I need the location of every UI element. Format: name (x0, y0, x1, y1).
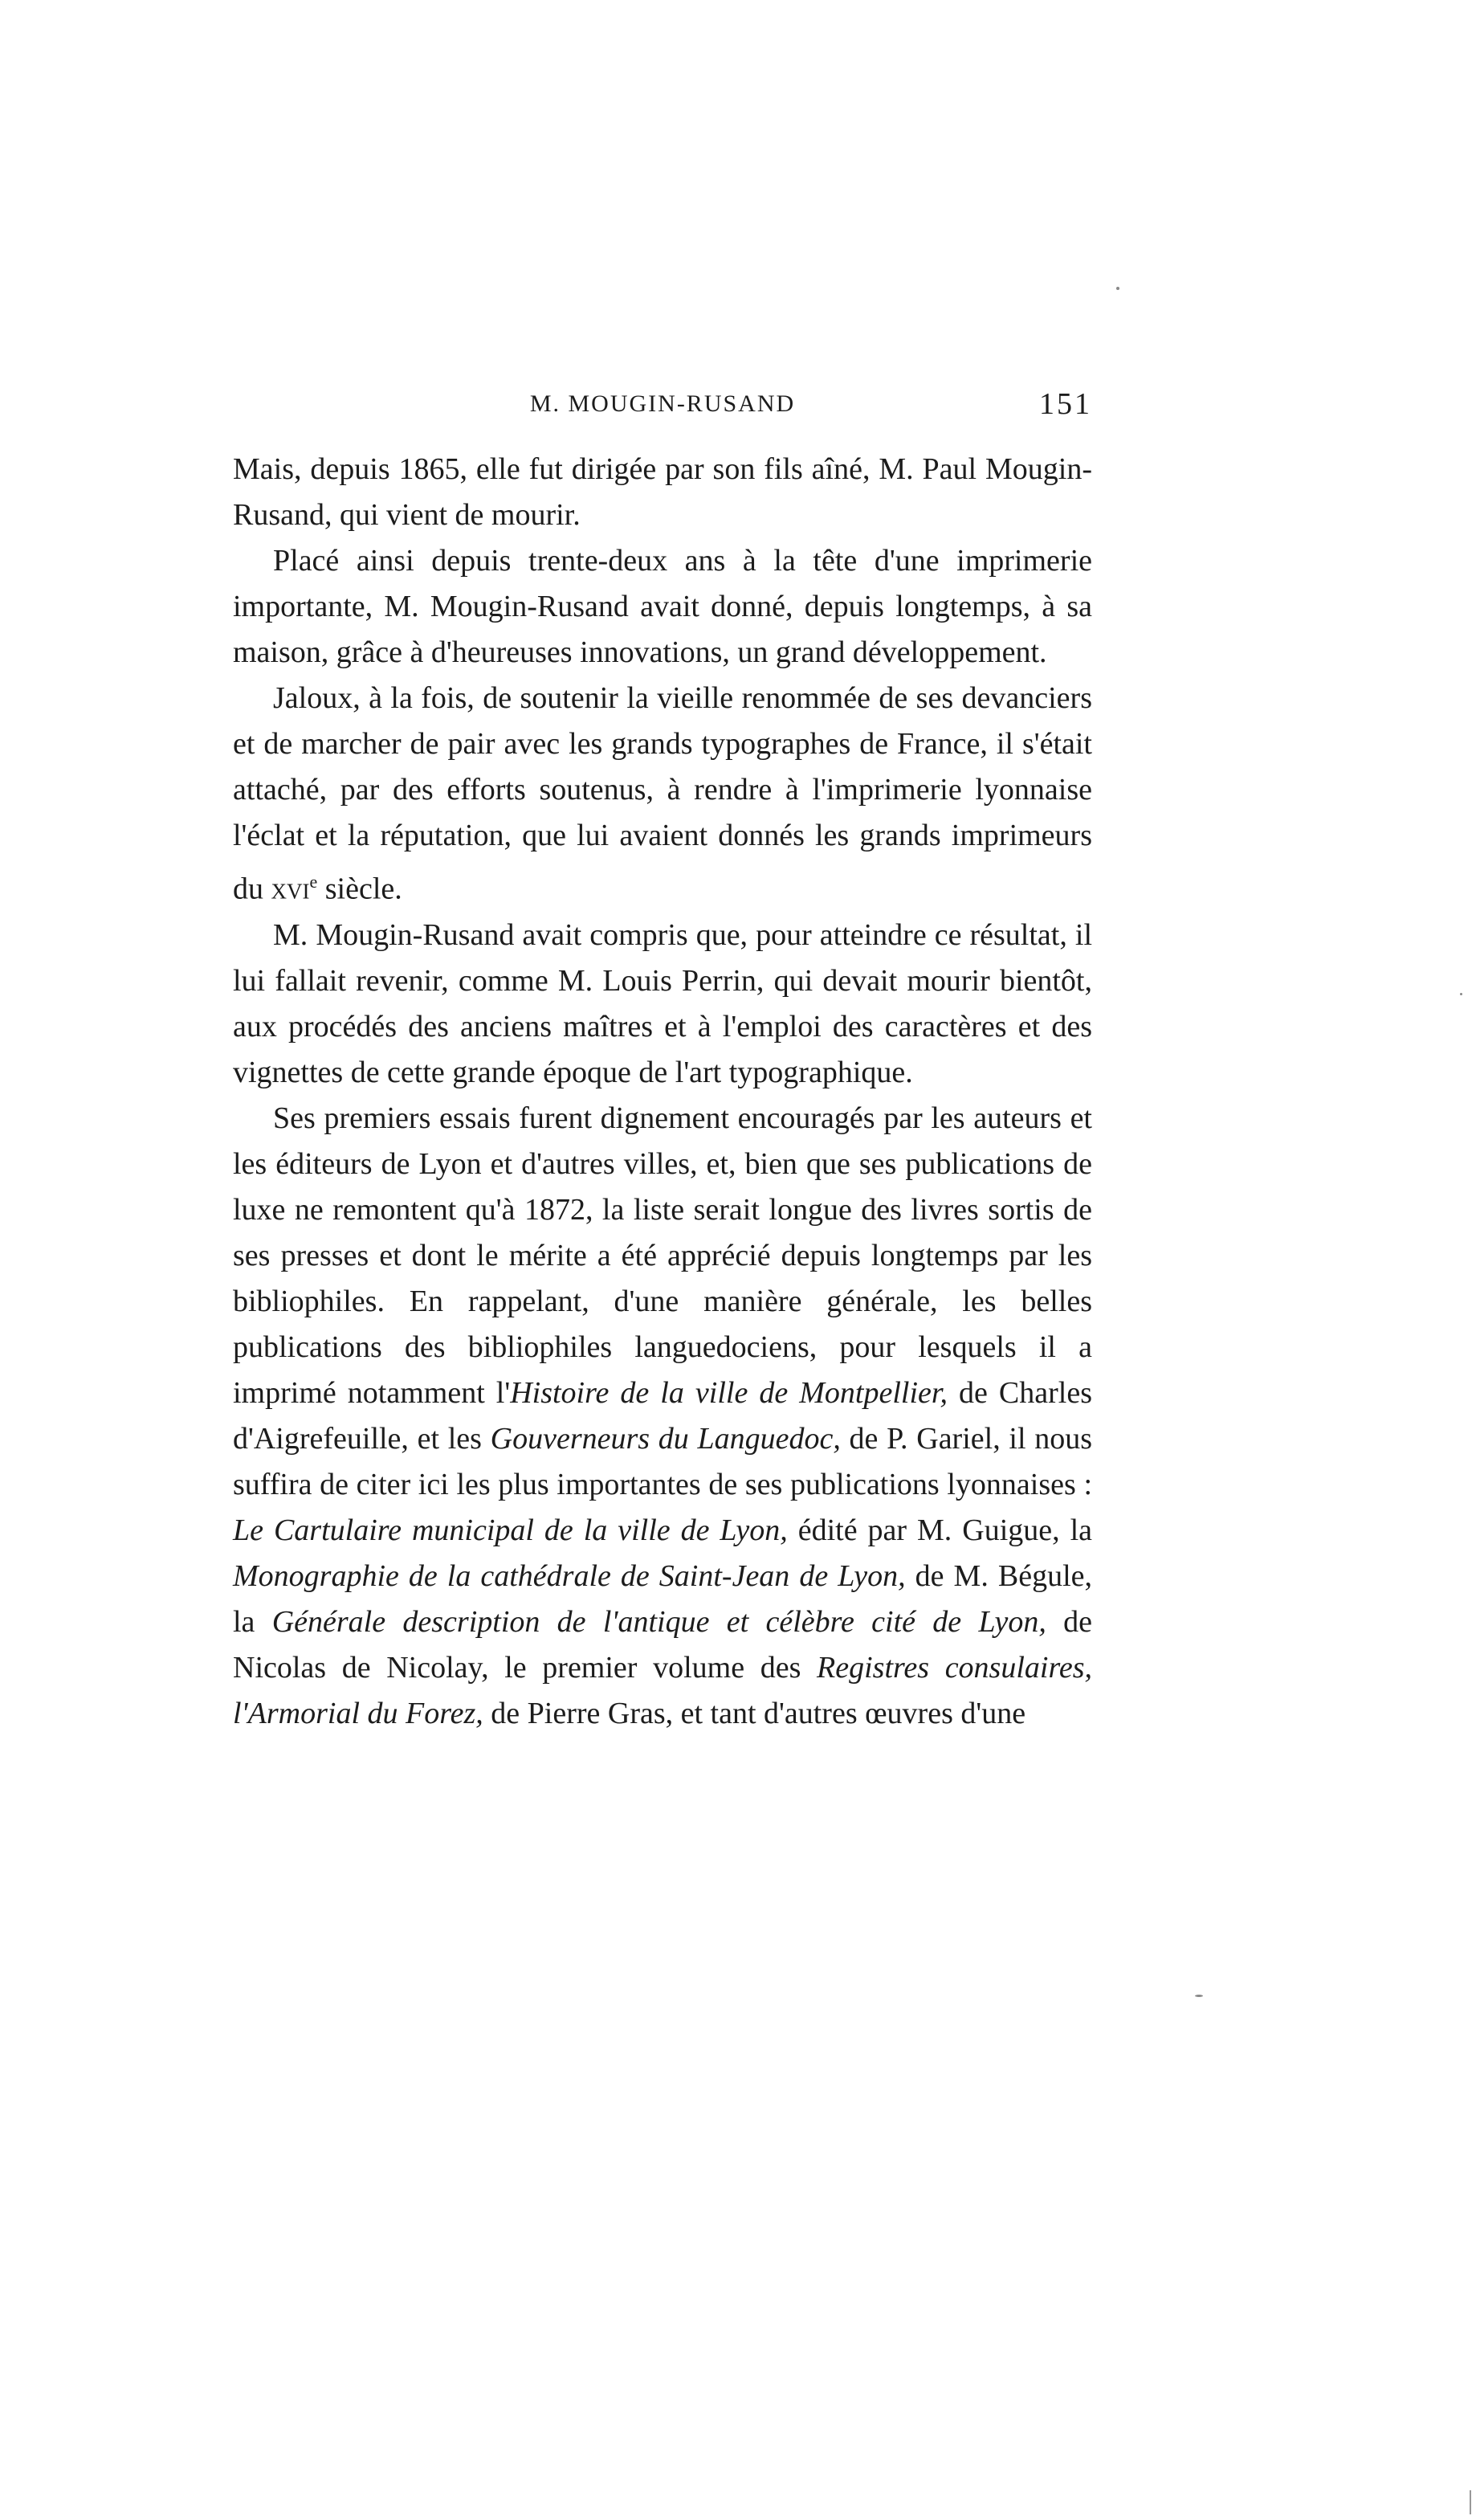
paper-speck (1460, 993, 1462, 995)
paragraph-3-text: Jaloux, à la fois, de soutenir la vieille renommée de ses devanciers et de marcher de pair avec les grands typographes de France, il s'était attaché, par des efforts soutenus, à rendre à l'imprimerie lyonnaise l'éclat et la réputation, que lui avaient donnés les grands imprimeurs du (233, 681, 1092, 906)
paragraph-5-text: édité par M. Guigue, la (787, 1513, 1092, 1547)
running-header (233, 384, 1092, 424)
paragraph-5-text: de Pierre Gras, et tant d'autres œuvres d'une (483, 1696, 1026, 1730)
paragraph-3 (233, 676, 1092, 913)
running-title: M. MOUGIN-RUSAND (529, 390, 796, 417)
paper-speck (1195, 1995, 1203, 1997)
paragraph-5 (233, 1096, 1092, 1737)
page-edge-mark (1470, 2490, 1471, 2514)
century-numeral: xvi (271, 872, 310, 906)
title-registres-armorial: Registres consulaires, l'Armorial du Forez, (233, 1650, 1092, 1730)
paper-speck (1116, 287, 1119, 290)
title-cartulaire-municipal: Le Cartulaire municipal de la ville de Lyon, (233, 1513, 788, 1547)
paragraph-5-text: de Charles d'Aigrefeuille, et les (233, 1375, 1092, 1456)
paragraph-5-text: de M. Bégule, la (233, 1558, 1092, 1639)
paragraph-4: M. Mougin-Rusand avait compris que, pour atteindre ce résultat, il lui fallait revenir, comme M. Louis Perrin, qui devait mourir bientôt, aux procédés des anciens maîtres et à l'emploi des caractères et des vignettes de cette grande époque de l'art typographique. (233, 917, 1092, 1089)
paragraph-5-text: Ses premiers essais furent dignement encouragés par les auteurs et les éditeurs de Lyon et d'autres villes, et, bien que ses publications de luxe ne remontent qu'à 1872, la liste serait longue des livres sortis de ses presses et dont le mérite a été apprécié depuis longtemps par les bibliophiles. En rappelant, d'une manière générale, les belles publications des bibliophiles languedociens, pour lesquels il a imprimé notamment l' (233, 1101, 1092, 1410)
century-suffix: e (309, 872, 318, 892)
paragraph-5-text: de P. Gariel, il nous suffira de citer ici les plus importantes de ses publications lyonnaises : (233, 1421, 1093, 1501)
title-histoire-montpellier: Histoire de la ville de Montpellier, (510, 1375, 948, 1410)
paragraph-3-end: siècle. (317, 872, 402, 906)
page-number: 151 (1039, 387, 1092, 421)
paragraph-1: Mais, depuis 1865, elle fut dirigée par son fils aîné, M. Paul Mougin-Rusand, qui vient de mourir. (233, 452, 1092, 532)
title-gouverneurs-languedoc: Gouverneurs du Languedoc, (490, 1421, 841, 1456)
title-monographie-cathedrale: Monographie de la cathédrale de Saint-Jean de Lyon, (233, 1558, 906, 1593)
paragraph-5-text: de Nicolas de Nicolay, le premier volume des (233, 1604, 1092, 1685)
paragraph-2: Placé ainsi depuis trente-deux ans à la tête d'une imprimerie importante, M. Mougin-Rusand avait donné, depuis longtemps, à sa maison, grâce à d'heureuses innovations, un grand développement. (233, 544, 1092, 669)
body-text (233, 447, 1092, 1737)
title-generale-description: Générale description de l'antique et célèbre cité de Lyon, (271, 1604, 1046, 1639)
